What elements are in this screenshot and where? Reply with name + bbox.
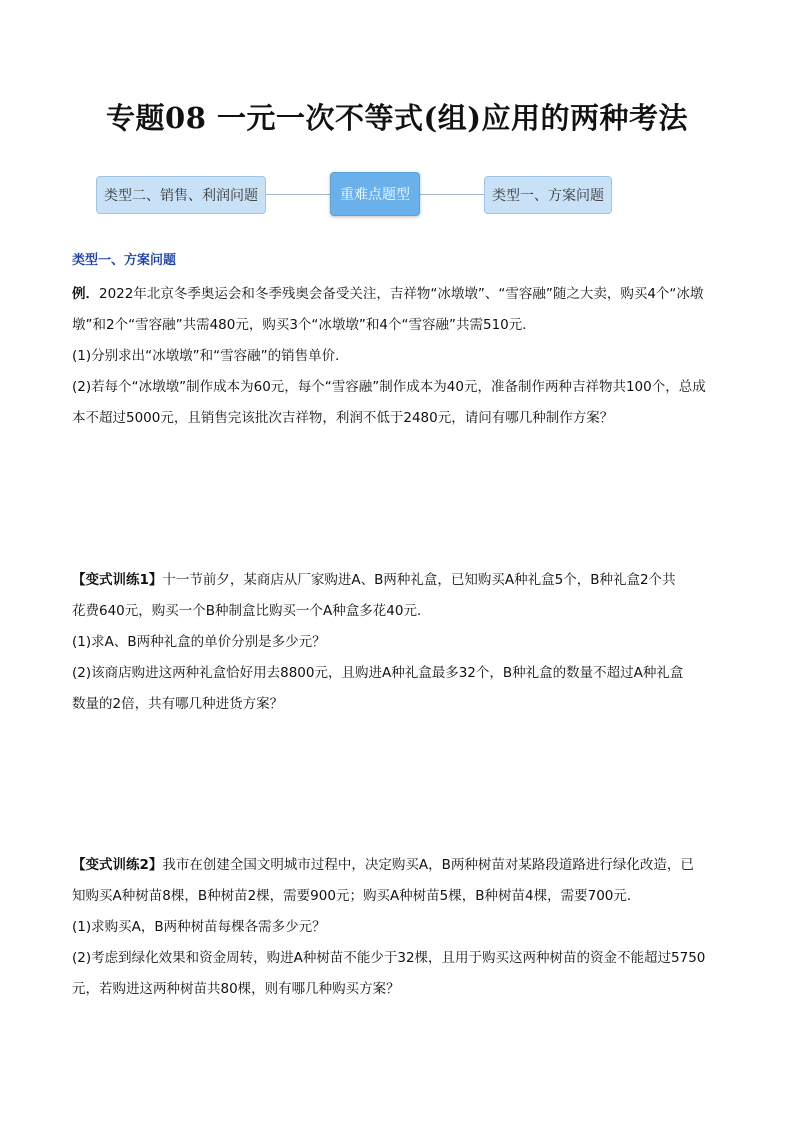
- topic-navigation: [0, 172, 794, 218]
- nav-box-type-two[interactable]: 类型二、销售、利润问题: [96, 176, 266, 214]
- example-question-1: (1)分别求出“冰墩墩”和“雪容融”的销售单价．: [72, 348, 349, 364]
- connector-line-left: [266, 194, 330, 195]
- variant1-label: 【变式训练1】: [72, 572, 163, 588]
- nav-box-key-topics[interactable]: 重难点题型: [330, 172, 420, 216]
- connector-line-right: [420, 194, 484, 195]
- variant-training-2: [72, 850, 724, 1005]
- variant2-text-1: 我市在创建全国文明城市过程中，决定购买A，B两种树苗对某路段道路进行绿化改造，已: [162, 857, 694, 873]
- example-question-2-line-2: 本不超过5000元，且销售完该批次吉祥物，利润不低于2480元，请问有哪几种制作方案？: [72, 410, 614, 426]
- example-line-1: [72, 279, 724, 310]
- variant-training-1: [72, 565, 724, 720]
- variant1-text-1: 十一节前夕，某商店从厂家购进A、B两种礼盒，已知购买A种礼盒5个，B种礼盒2个共: [162, 572, 676, 588]
- example-line-2: 墩”和2个“雪容融”共需480元，购买3个“冰墩墩”和4个“雪容融”共需510元．: [72, 317, 536, 333]
- variant2-question-1: (1)求购买A，B两种树苗每棵各需多少元？: [72, 919, 326, 935]
- page-title: 专题08 一元一次不等式(组)应用的两种考法: [106, 101, 688, 135]
- variant1-line-2: 花费640元，购买一个B种制盒比购买一个A种盒多花40元．: [72, 603, 431, 619]
- variant2-question-2-line-1: (2)考虑到绿化效果和资金周转，购进A种树苗不能少于32棵，且用于购买这两种树苗的资金不能超过5750: [72, 950, 706, 966]
- example-problem: [72, 279, 724, 434]
- example-question-2-line-1: (2)若每个“冰墩墩”制作成本为60元，每个“雪容融”制作成本为40元，准备制作两种吉祥物共100个，总成: [72, 379, 706, 395]
- section-heading: 类型一、方案问题: [72, 253, 177, 268]
- variant2-label: 【变式训练2】: [72, 857, 163, 873]
- variant1-question-2-line-2: 数量的2倍，共有哪几种进货方案？: [72, 696, 284, 712]
- example-text-1: 2022年北京冬季奥运会和冬季残奥会备受关注，吉祥物“冰墩墩”、“雪容融”随之大卖，购买4个“冰墩: [99, 286, 704, 302]
- variant2-line-2: 知购买A种树苗8棵，B种树苗2棵，需要900元；购买A种树苗5棵，B种树苗4棵，需要700元．: [72, 888, 641, 904]
- nav-box-type-one[interactable]: 类型一、方案问题: [484, 176, 612, 214]
- variant1-question-2-line-1: (2)该商店购进这两种礼盒恰好用去8800元，且购进A种礼盒最多32个，B种礼盒的数量不超过A种礼盒: [72, 665, 684, 681]
- example-label: 例．: [72, 286, 99, 302]
- variant2-question-2-line-2: 元，若购进这两种树苗共80棵，则有哪几种购买方案？: [72, 981, 400, 997]
- variant1-question-1: (1)求A、B两种礼盒的单价分别是多少元？: [72, 634, 326, 650]
- variant2-line-1: [72, 850, 724, 881]
- variant1-line-1: [72, 565, 724, 596]
